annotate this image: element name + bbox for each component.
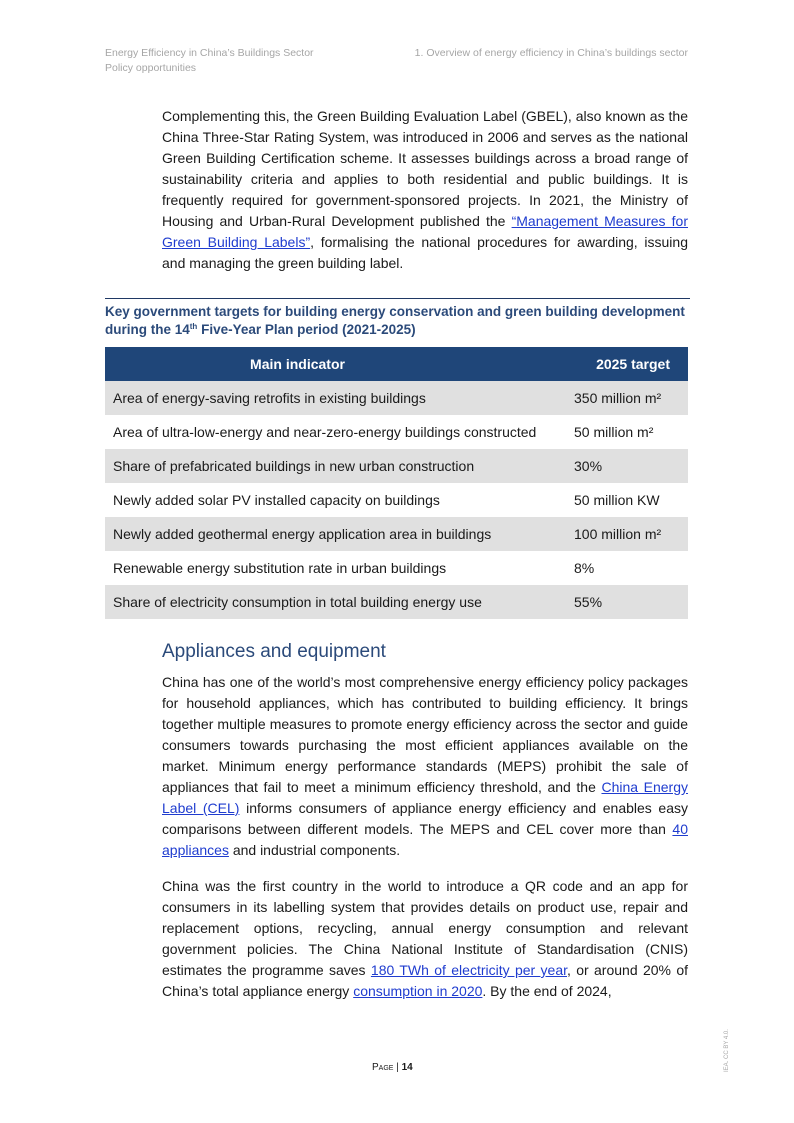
paragraph-gbel [162, 106, 688, 274]
link-management-measures[interactable]: “Management Measures for Green Building Labels” [162, 213, 688, 250]
paragraph-text: , formalising the national procedures for awarding, issuing and managing the green building label. [162, 234, 688, 271]
table-row [105, 483, 688, 517]
paragraph-appliances: China has one of the world’s most comprehensive energy efficiency policy packages for household appliances, which has contributed to building efficiency. It brings together multiple measures to promote energy efficiency across the sector and guide consumers towards purchasing the most efficient appliances available on the market. Minimum energy performance standards (MEPS) prohibit the sale of appliances that fail to meet a minimum efficiency threshold, and the China Energy Label (CEL) informs consumers of appliance energy efficiency and enables easy comparisons between different models. The MEPS and CEL cover more than 40 appliances and industrial components. [162, 674, 689, 858]
indicator-cell: Share of prefabricated buildings in new urban construction [105, 449, 570, 483]
target-cell: 100 million m² [570, 517, 688, 551]
target-cell: 30% [570, 449, 688, 483]
table-top-rule [105, 298, 690, 299]
column-header-indicator: Main indicator [105, 347, 570, 381]
table-row [105, 517, 688, 551]
indicator-cell: Share of electricity consumption in total building energy use [105, 585, 570, 619]
paragraph-text: Complementing this, the Green Building Evaluation Label (GBEL), also known as the China Three-Star Rating System, was introduced in 2006 and serves as the national Green Building Certification scheme. It assesses buildings across a broad range of sustainability criteria and applies to both residential and public buildings. It is frequently required for government-sponsored projects. In 2021, the Ministry of Housing and Urban-Rural Development published the [162, 108, 688, 229]
link-40-appliances[interactable]: 40 appliances [162, 821, 688, 858]
targets-table [105, 347, 688, 619]
indicator-cell: Area of ultra-low-energy and near-zero-energy buildings constructed [113, 424, 537, 440]
page-label: Page [372, 1062, 394, 1073]
target-cell: 8% [574, 560, 595, 576]
section-heading: Appliances and equipment [162, 641, 386, 662]
document-subtitle: Policy opportunities [105, 62, 197, 74]
page-separator: | [393, 1062, 402, 1073]
target-cell: 55% [570, 585, 688, 619]
table-row [105, 415, 688, 449]
paragraph-qr-code: China was the first country in the world to introduce a QR code and an app for consumers in its labelling system that provides details on product use, repair and replacement options, recycling, annual energy consumption and relevant government policies. The China National Institute of Standardisation (CNIS) estimates the programme saves 180 TWh of electricity per year, or around 20% of China’s total appliance energy consumption in 2020. By the end of 2024, [162, 878, 688, 999]
running-header-chapter: 1. Overview of energy efficiency in China’s buildings sector [414, 47, 688, 59]
link-180-twh[interactable]: 180 TWh of electricity per year [370, 962, 567, 978]
table-row [105, 585, 688, 619]
table-row [105, 551, 688, 585]
indicator-cell: Newly added solar PV installed capacity on buildings [113, 492, 440, 508]
target-cell: 50 million KW [574, 492, 660, 508]
table-row [105, 381, 688, 415]
target-cell: 50 million m² [574, 424, 654, 440]
table-row [105, 449, 688, 483]
page-number: 14 [401, 1062, 413, 1073]
indicator-cell: Area of energy-saving retrofits in existing buildings [105, 381, 570, 415]
table-title: Key government targets for building energy conservation and green building development during the 14th Five-Year Plan period (2021-2025) [105, 304, 685, 337]
target-cell: 350 million m² [570, 381, 688, 415]
indicator-cell: Newly added geothermal energy application area in buildings [105, 517, 570, 551]
document-title: Energy Efficiency in China’s Buildings Sector [105, 47, 314, 59]
table-header-row [105, 347, 688, 381]
page-footer [372, 1062, 413, 1073]
link-consumption-2020[interactable]: consumption in 2020 [353, 983, 483, 999]
column-header-target: 2025 target [570, 347, 688, 381]
running-header-left [105, 46, 314, 76]
link-china-energy-label[interactable]: China Energy Label (CEL) [162, 779, 688, 816]
license-note: IEA. CC BY 4.0. [724, 1029, 730, 1072]
indicator-cell: Renewable energy substitution rate in urban buildings [113, 560, 447, 576]
